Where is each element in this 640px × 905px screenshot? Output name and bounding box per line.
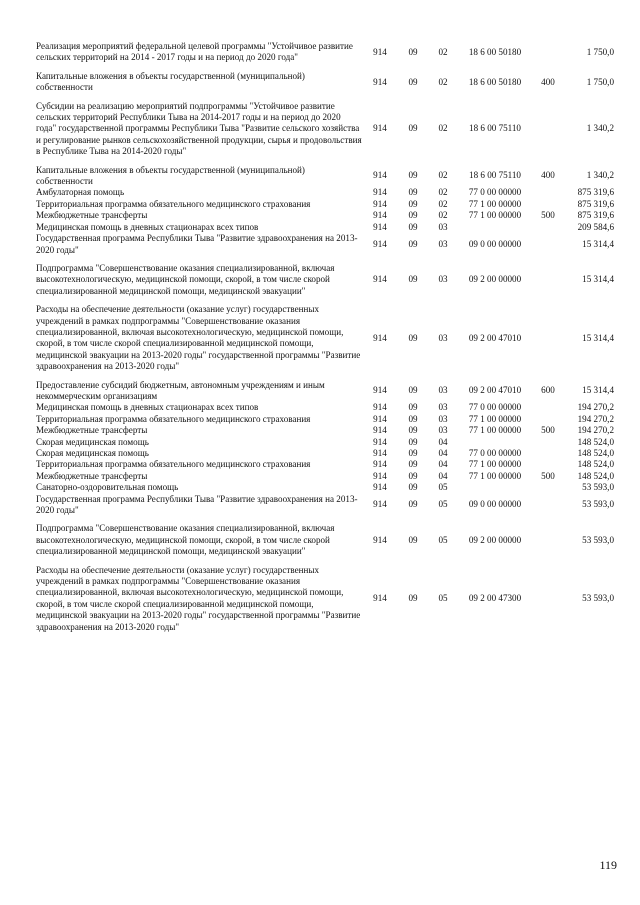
row-amount: 875 319,6 [577,187,614,198]
row-expense-type [532,233,564,256]
row-amount: 209 584,6 [577,221,614,232]
row-amount: 875 319,6 [577,198,614,209]
row-amount: 15 314,4 [582,274,614,285]
row-section: 09 [408,402,418,413]
row-expense-type [532,437,564,448]
row-expense-type: 500 [541,470,555,481]
row-target-code: 18 6 00 50180 [468,46,522,57]
row-amount: 15 314,4 [582,238,614,249]
row-expense-type [532,482,564,493]
table-row [36,402,614,413]
row-expense-type [532,222,564,233]
row-ved: 914 [373,436,387,447]
row-expense-type [532,414,564,425]
table-row [36,41,614,64]
row-ved: 914 [373,123,387,134]
row-ved: 914 [373,238,387,249]
table-row [36,263,614,297]
row-expense-type [532,199,564,210]
row-section: 09 [408,332,418,343]
row-section: 09 [408,593,418,604]
page-number: 119 [599,858,617,872]
table-row [36,414,614,425]
row-target-code: 77 1 00 00000 [468,210,522,221]
row-amount: 15 314,4 [582,332,614,343]
row-name: Амбулаторная помощь [36,187,125,198]
row-subsection: 02 [438,123,448,134]
row-name: Подпрограмма "Совершенствование оказания специализированной, включая высокотехнологическую, медицинской помощи, скорой, в том числе скорой специализированной медицинской помощи, медицинской эвакуации" [36,523,335,557]
row-subsection: 02 [438,187,448,198]
row-section: 09 [408,470,418,481]
row-amount: 53 593,0 [582,593,614,604]
row-ved: 914 [373,221,387,232]
row-name: Межбюджетные трансферты [36,425,148,436]
row-spacer [36,373,614,380]
row-subsection: 04 [438,470,448,481]
row-target-code [458,482,532,493]
row-target-code: 77 1 00 00000 [468,198,522,209]
row-section: 09 [408,238,418,249]
table-row [36,210,614,221]
row-subsection: 03 [438,425,448,436]
row-expense-type [532,304,564,372]
row-spacer [36,297,614,304]
row-ved: 914 [373,187,387,198]
row-subsection: 04 [438,448,448,458]
row-name: Расходы на обеспечение деятельности (оказание услуг) государственных учреждений в рамках подпрограммы "Совершенствование оказания специализированной, включая высокотехнологическую, медицинской помощи, скорой, в том числе скорой специализированной медицинской помощи, медицинской эвакуации на 2013-2020 годы" государственной программы "Развитие здравоохранения на 2013-2020 годы" [36,304,361,372]
row-expense-type: 400 [541,170,555,181]
row-ved: 914 [373,413,387,424]
row-ved: 914 [373,402,387,413]
table-row [36,565,614,633]
row-spacer [36,516,614,523]
row-section: 09 [408,425,418,436]
row-ved: 914 [373,274,387,285]
row-target-code [458,437,532,448]
row-amount: 194 270,2 [577,425,614,436]
row-section: 09 [408,385,418,396]
row-section: 09 [408,436,418,447]
row-subsection: 03 [438,221,448,232]
row-spacer [36,256,614,263]
row-name: Государственная программа Республики Тыва "Развитие здравоохранения на 2013-2020 годы" [36,233,358,255]
row-expense-type: 500 [541,425,555,436]
table-row [36,187,614,198]
row-expense-type [532,565,564,633]
table-row [36,233,614,256]
row-subsection: 05 [438,534,448,545]
row-expense-type [532,101,564,158]
row-target-code: 09 2 00 47300 [468,593,522,604]
row-ved: 914 [373,76,387,87]
row-target-code: 77 1 00 00000 [468,459,522,470]
row-amount: 53 593,0 [582,534,614,545]
budget-table-body [36,41,614,633]
row-name: Расходы на обеспечение деятельности (оказание услуг) государственных учреждений в рамках подпрограммы "Совершенствование оказания специализированной, включая высокотехнологическую, медицинской помощи, скорой, в том числе скорой специализированной медицинской помощи, медицинской эвакуации на 2013-2020 годы" государственной программы "Развитие здравоохранения на 2013-2020 годы" [36,564,361,632]
table-row [36,482,614,493]
row-amount: 148 524,0 [577,470,614,481]
row-name: Межбюджетные трансферты [36,470,148,481]
row-ved: 914 [373,482,387,493]
row-expense-type [532,263,564,297]
table-row [36,380,614,403]
row-name: Подпрограмма "Совершенствование оказания специализированной, включая высокотехнологическую, медицинской помощи, скорой, в том числе скорой специализированной медицинской помощи, медицинской эвакуации" [36,262,335,296]
row-ved: 914 [373,425,387,436]
row-subsection: 04 [438,436,448,447]
table-row [36,71,614,94]
row-subsection: 03 [438,238,448,249]
row-target-code: 77 1 00 00000 [468,425,522,436]
row-spacer [36,94,614,101]
row-ved: 914 [373,385,387,396]
table-row [36,437,614,448]
row-expense-type [532,523,564,557]
row-target-code: 77 0 00 00000 [468,448,522,458]
row-spacer [36,158,614,165]
row-name: Государственная программа Республики Тыва "Развитие здравоохранения на 2013-2020 годы" [36,493,358,516]
row-section: 09 [408,123,418,134]
row-target-code: 09 0 00 00000 [468,499,522,510]
row-subsection: 02 [438,210,448,221]
row-ved: 914 [373,499,387,510]
row-target-code: 18 6 00 75110 [469,123,521,134]
row-subsection: 02 [438,46,448,57]
row-amount: 53 593,0 [582,499,614,510]
row-name: Капитальные вложения в объекты государственной (муниципальной) собственности [36,164,305,187]
row-ved: 914 [373,534,387,545]
row-name: Территориальная программа обязательного медицинского страхования [36,459,311,470]
table-row [36,425,614,436]
row-section: 09 [408,76,418,87]
row-ved: 914 [373,332,387,343]
row-amount: 15 314,4 [582,385,614,396]
row-name: Скорая медицинская помощь [36,436,149,447]
row-expense-type [532,187,564,198]
row-ved: 914 [373,448,387,458]
table-row [36,101,614,158]
row-amount: 1 340,2 [586,123,614,134]
row-name: Капитальные вложения в объекты государственной (муниципальной) собственности [36,70,305,93]
row-name: Субсидии на реализацию мероприятий подпрограммы "Устойчивое развитие сельских территорий Республики Тыва на 2014-2017 годы и на период до 2020 года" государственной программы Республики Тыва "Развитие сельского хозяйства и регулирование рынков сельскохозяйственной продукции, сырья и продовольствия в Республике Тыва на 2014-2020 годы" [36,100,362,157]
row-subsection: 02 [438,198,448,209]
row-ved: 914 [373,470,387,481]
row-section: 09 [408,499,418,510]
row-amount: 875 319,6 [577,210,614,221]
row-name: Скорая медицинская помощь [36,448,149,458]
row-expense-type: 400 [541,76,555,87]
row-target-code: 77 0 00 00000 [468,187,522,198]
row-name: Реализация мероприятий федеральной целевой программы "Устойчивое развитие сельских территорий на 2014 - 2017 годы и на период до 2020 года" [36,41,353,63]
row-subsection: 03 [438,274,448,285]
table-row [36,199,614,210]
row-amount: 194 270,2 [577,413,614,424]
row-section: 09 [408,274,418,285]
row-target-code: 18 6 00 75110 [469,170,521,181]
table-row [36,459,614,470]
row-target-code: 09 2 00 47010 [468,385,522,396]
row-section: 09 [408,459,418,470]
row-ved: 914 [373,46,387,57]
row-section: 09 [408,221,418,232]
table-row [36,304,614,372]
row-ved: 914 [373,593,387,604]
row-section: 09 [408,448,418,458]
row-name: Территориальная программа обязательного медицинского страхования [36,413,311,424]
row-expense-type [532,41,564,64]
table-row [36,471,614,482]
row-target-code [458,222,532,233]
row-target-code: 09 0 00 00000 [468,238,522,249]
table-row [36,494,614,517]
row-ved: 914 [373,170,387,181]
row-amount: 148 524,0 [577,436,614,447]
row-name: Медицинская помощь в дневных стационарах всех типов [36,402,259,413]
row-target-code: 09 2 00 00000 [468,534,522,545]
row-target-code: 77 0 00 00000 [468,402,522,413]
row-target-code: 77 1 00 00000 [468,413,522,424]
row-amount: 53 593,0 [582,482,614,493]
row-subsection: 02 [438,76,448,87]
row-ved: 914 [373,459,387,470]
row-amount: 1 750,0 [586,46,614,57]
row-subsection: 03 [438,385,448,396]
row-amount: 148 524,0 [577,448,614,458]
row-subsection: 05 [438,499,448,510]
row-expense-type [532,402,564,413]
row-expense-type [532,459,564,470]
row-section: 09 [408,187,418,198]
row-subsection: 02 [438,170,448,181]
row-name: Санаторно-оздоровительная помощь [36,482,179,493]
row-section: 09 [408,198,418,209]
row-ved: 914 [373,210,387,221]
row-section: 09 [408,210,418,221]
row-name: Межбюджетные трансферты [36,210,148,221]
row-amount: 1 750,0 [586,76,614,87]
table-row [36,523,614,557]
row-spacer [36,558,614,565]
row-name: Предоставление субсидий бюджетным, автономным учреждениям и иным некоммерческим организациям [36,379,325,401]
row-expense-type: 600 [541,385,555,396]
row-section: 09 [408,482,418,493]
row-subsection: 04 [438,459,448,470]
row-section: 09 [408,413,418,424]
row-expense-type: 500 [541,210,555,221]
row-target-code: 77 1 00 00000 [468,470,522,481]
row-name: Медицинская помощь в дневных стационарах всех типов [36,221,259,232]
row-subsection: 05 [438,593,448,604]
row-amount: 1 340,2 [586,170,614,181]
row-amount: 194 270,2 [577,402,614,413]
row-section: 09 [408,170,418,181]
budget-table [36,41,614,633]
table-row [36,448,614,459]
row-subsection: 03 [438,332,448,343]
row-amount: 148 524,0 [577,459,614,470]
row-subsection: 03 [438,413,448,424]
row-subsection: 03 [438,402,448,413]
table-row [36,222,614,233]
row-target-code: 09 2 00 47010 [468,332,522,343]
row-spacer [36,64,614,71]
row-target-code: 18 6 00 50180 [468,76,522,87]
row-name: Территориальная программа обязательного медицинского страхования [36,198,311,209]
row-section: 09 [408,534,418,545]
row-expense-type [532,494,564,517]
row-subsection: 05 [438,482,448,493]
row-section: 09 [408,46,418,57]
row-expense-type [532,448,564,459]
table-row [36,165,614,188]
row-target-code: 09 2 00 00000 [468,274,522,285]
row-ved: 914 [373,198,387,209]
